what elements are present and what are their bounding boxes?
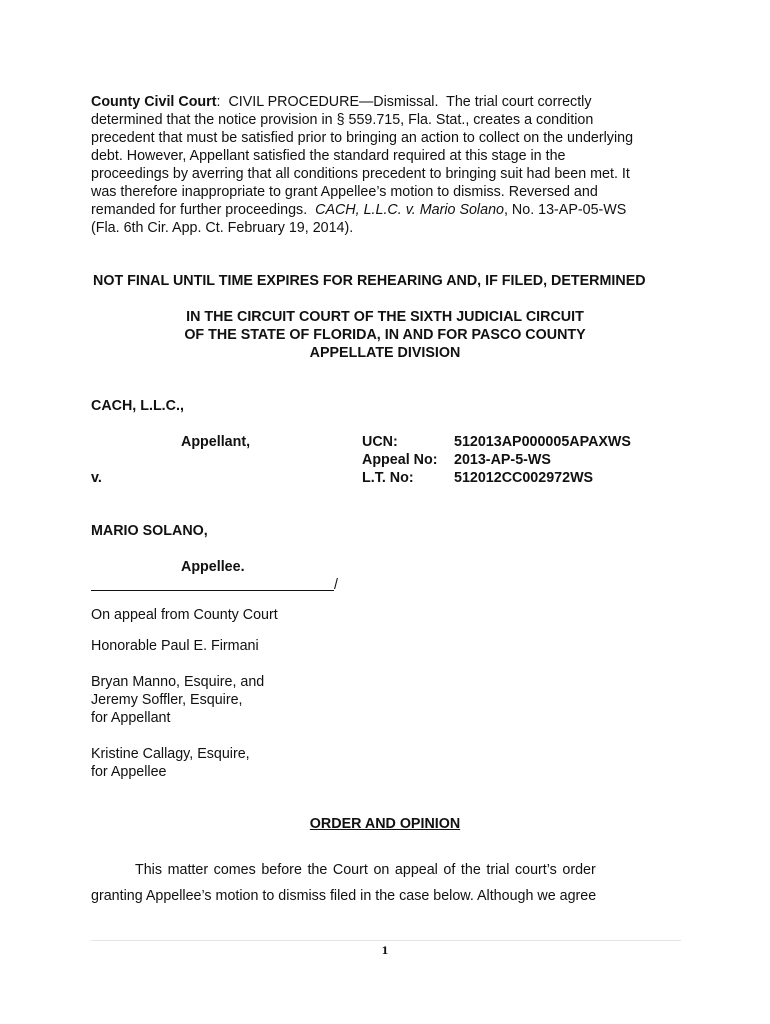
headnote-line-4: debt. However, Appellant satisfied the standard required at this stage in the [91,148,566,164]
appellee-name: MARIO SOLANO, [91,523,208,539]
headnote-line-2: determined that the notice provision in § 559.715, Fla. Stat., creates a condition [91,112,594,128]
headnote-case-name: CACH, L.L.C. v. Mario Solano [315,202,504,218]
signature-line [91,590,334,591]
headnote-case-cite: , No. 13-AP-05-WS [503,202,627,218]
appellee-role: Appellee. [181,559,245,575]
appeal-from: On appeal from County Court [91,607,278,623]
headnote-remanded: remanded for further proceedings. [91,202,308,218]
headnote-line-5: proceedings by averring that all conditions precedent to bringing suit had been met. It [91,166,630,182]
headnote-line-8: (Fla. 6th Cir. App. Ct. February 19, 2014). [91,220,354,236]
appellee-counsel-line-2: for Appellee [91,764,167,780]
appellant-counsel-line-3: for Appellant [91,710,171,726]
court-heading-line-2: OF THE STATE OF FLORIDA, IN AND FOR PASCO COUNTY [184,327,586,343]
order-title: ORDER AND OPINION [309,816,461,832]
headnote-first-line-rest: The trial court correctly [446,94,592,110]
signature-slash: / [334,577,338,593]
appellant-counsel-line-2: Jeremy Soffler, Esquire, [91,692,243,708]
court-heading-line-1: IN THE CIRCUIT COURT OF THE SIXTH JUDICIAL CIRCUIT [186,309,584,325]
headnote [91,93,681,237]
headnote-court: County Civil Court [91,94,217,110]
footer-rule [91,940,681,941]
appellant-counsel-line-1: Bryan Manno, Esquire, and [91,674,265,690]
court-heading-line-3: APPELLATE DIVISION [309,345,461,361]
headnote-colon: : [216,94,221,110]
body-line-2: granting Appellee’s motion to dismiss filed in the case below. Although we agree [91,888,597,904]
not-final-notice: NOT FINAL UNTIL TIME EXPIRES FOR REHEARING AND, IF FILED, DETERMINED [93,273,646,289]
appeal-no-value: 2013-AP-5-WS [454,452,551,468]
body-line-1: This matter comes before the Court on appeal of the trial court’s order [135,862,596,878]
versus: v. [91,470,102,486]
page-number: 1 [381,946,389,957]
appellant-name: CACH, L.L.C., [91,398,184,414]
headnote-topic: CIVIL PROCEDURE—Dismissal. [228,94,439,110]
headnote-line-6: was therefore inappropriate to grant Appellee’s motion to dismiss. Reversed and [91,184,598,200]
judge: Honorable Paul E. Firmani [91,638,259,654]
appellee-counsel-line-1: Kristine Callagy, Esquire, [91,746,250,762]
ucn-label: UCN: [362,434,398,450]
headnote-line-3: precedent that must be satisfied prior to bringing an action to collect on the underlying [91,130,634,146]
lt-no-value: 512012CC002972WS [454,470,594,486]
appellant-role: Appellant, [181,434,251,450]
headnote-line-7 [91,201,681,219]
appeal-no-label: Appeal No: [362,452,438,468]
lt-no-label: L.T. No: [362,470,414,486]
ucn-value: 512013AP000005APAXWS [454,434,631,450]
headnote-line-1 [91,93,681,111]
